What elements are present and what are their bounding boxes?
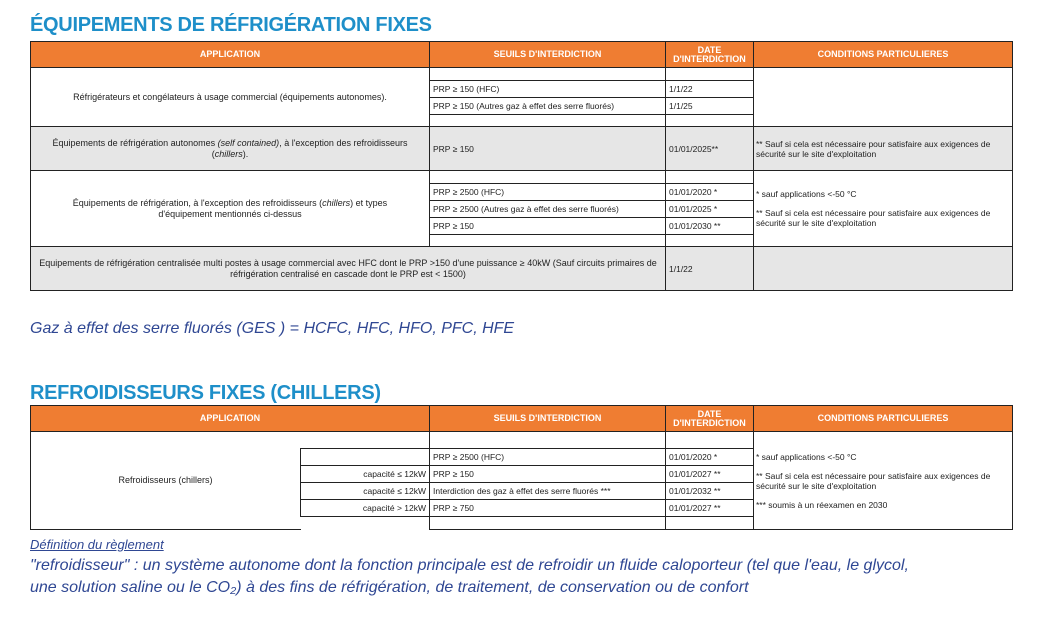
chiller-date-2: 01/01/2027 ** (666, 466, 754, 483)
definition-line-1: "refroidisseur" : un système autonome dont la fonction principale est de refroidir un fluide caloporteur (tel que l'eau, le glycol, (30, 557, 909, 574)
header-conditions: CONDITIONS PARTICULIERES (754, 42, 1013, 68)
chiller-seuil-3: Interdiction des gaz à effet des serre fluorés *** (430, 483, 666, 500)
row3-seuil-2: PRP ≥ 2500 (Autres gaz à effet des serre fluorés) (430, 201, 666, 218)
chiller-capacity-2: capacité ≤ 12kW (301, 466, 430, 483)
chiller-capacity-1 (301, 449, 430, 466)
header-date: DATE D'INTERDICTION (666, 42, 754, 68)
chiller-seuil-2: PRP ≥ 150 (430, 466, 666, 483)
row1-seuil-1: PRP ≥ 150 (HFC) (430, 81, 666, 98)
chiller-date-1: 01/01/2020 * (666, 449, 754, 466)
row3-conditions: * sauf applications <-50 °C ** Sauf si cela est nécessaire pour satisfaire aux exigences de sécurité sur le site d'exploitation (754, 171, 1013, 247)
row1-seuil-2: PRP ≥ 150 (Autres gaz à effet des serre fluorés) (430, 98, 666, 115)
row2-date: 01/01/2025** (666, 127, 754, 171)
gaz-note: Gaz à effet des serre fluorés (GES ) = HCFC, HFC, HFO, PFC, HFE (30, 320, 515, 337)
section-title-chillers: REFROIDISSEURS FIXES (CHILLERS) (30, 382, 381, 404)
row3-seuil-1: PRP ≥ 2500 (HFC) (430, 184, 666, 201)
row4-application: Equipements de réfrigération centralisée multi postes à usage commercial avec HFC dont le PRP >150 d'une puissance ≥ 40kW (Sauf circuits primaires de réfrigération centralisé en cascade dont le PRP est < 1500) (31, 247, 666, 291)
row2-conditions: ** Sauf si cela est nécessaire pour satisfaire aux exigences de sécurité sur le site d'exploitation (754, 127, 1013, 171)
header-application: APPLICATION (31, 42, 430, 68)
header-application-2: APPLICATION (31, 406, 430, 432)
refrigeration-table (30, 41, 1013, 291)
header-conditions-2: CONDITIONS PARTICULIERES (754, 406, 1013, 432)
chillers-table (30, 405, 1013, 530)
section-title-refrigeration: ÉQUIPEMENTS DE RÉFRIGÉRATION FIXES (30, 14, 432, 36)
row2-application: Équipements de réfrigération autonomes (self contained), à l'exception des refroidisseurs (chillers). (31, 127, 430, 171)
row2-seuil: PRP ≥ 150 (430, 127, 666, 171)
row1-application: Réfrigérateurs et congélateurs à usage commercial (équipements autonomes). (31, 68, 430, 127)
chiller-capacity-3: capacité ≤ 12kW (301, 483, 430, 500)
chiller-application: Refroidisseurs (chillers) (31, 432, 301, 530)
definition-line-2: une solution saline ou le CO₂) à des fins de réfrigération, de traitement, de conservation ou de confort (30, 579, 749, 596)
chiller-capacity-4: capacité > 12kW (301, 500, 430, 517)
chiller-date-4: 01/01/2027 ** (666, 500, 754, 517)
chiller-date-3: 01/01/2032 ** (666, 483, 754, 500)
row3-date-3: 01/01/2030 ** (666, 218, 754, 235)
row3-seuil-3: PRP ≥ 150 (430, 218, 666, 235)
row3-date-1: 01/01/2020 * (666, 184, 754, 201)
header-seuils: SEUILS D'INTERDICTION (430, 42, 666, 68)
row1-date-2: 1/1/25 (666, 98, 754, 115)
header-seuils-2: SEUILS D'INTERDICTION (430, 406, 666, 432)
header-date-2: DATE D'INTERDICTION (666, 406, 754, 432)
row3-application: Équipements de réfrigération, à l'exception des refroidisseurs (chillers) et types d'équipement mentionnés ci-dessus (31, 171, 430, 247)
row3-date-2: 01/01/2025 * (666, 201, 754, 218)
chiller-seuil-4: PRP ≥ 750 (430, 500, 666, 517)
chiller-conditions: * sauf applications <-50 °C ** Sauf si cela est nécessaire pour satisfaire aux exigences de sécurité sur le site d'exploitation *** soumis à un réexamen en 2030 (754, 432, 1013, 530)
definition-heading: Définition du règlement (30, 537, 164, 552)
row1-date-1: 1/1/22 (666, 81, 754, 98)
chiller-seuil-1: PRP ≥ 2500 (HFC) (430, 449, 666, 466)
row4-date: 1/1/22 (666, 247, 754, 291)
